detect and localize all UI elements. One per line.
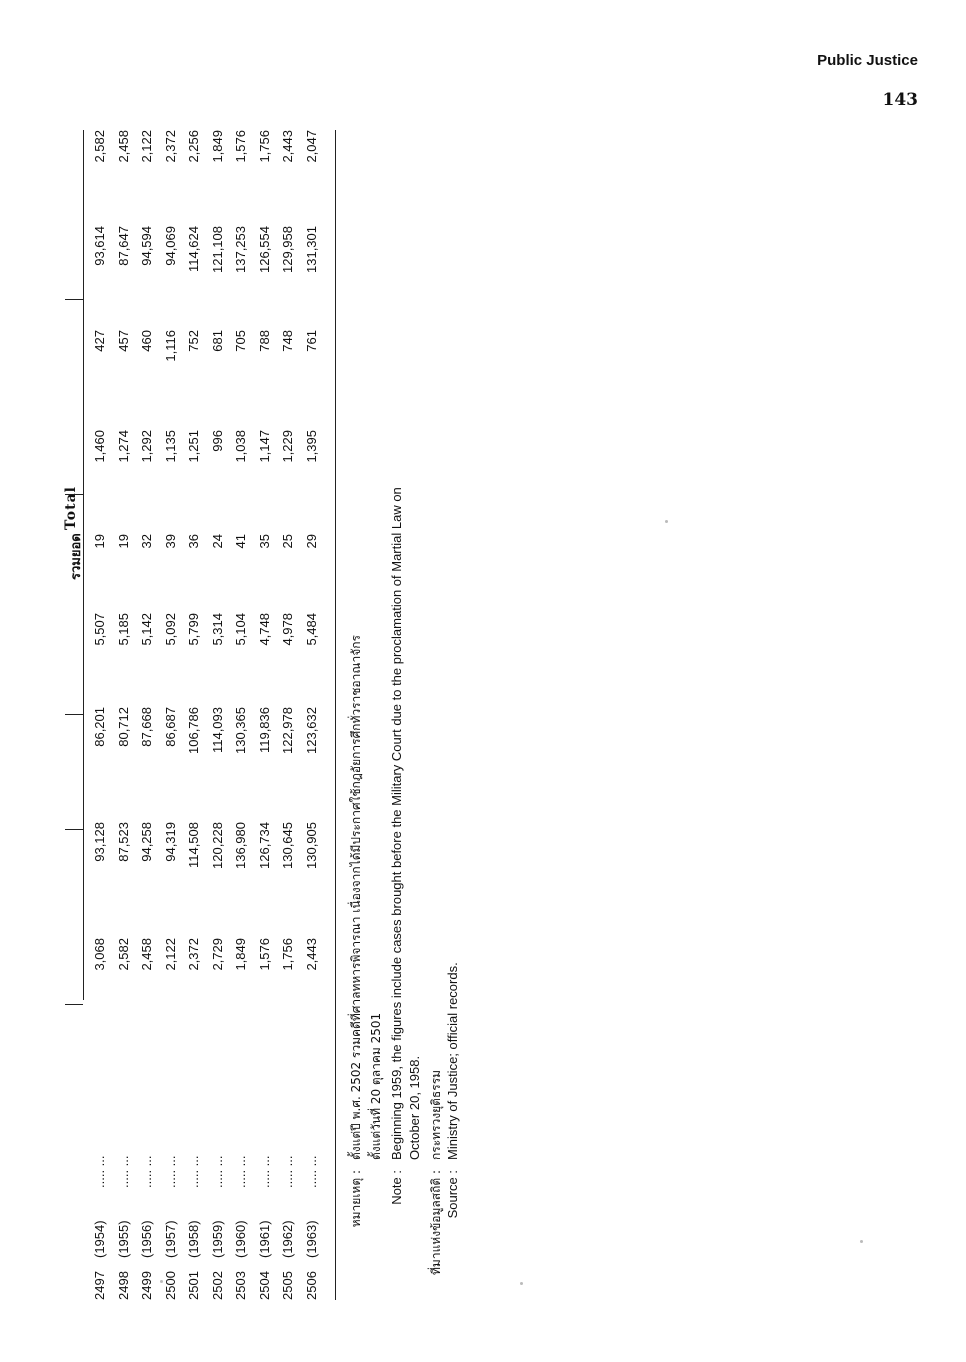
table-row: [186, 130, 208, 1300]
remark-label: หมายเหตุ :: [349, 1170, 363, 1228]
cell-c6: 1,460: [92, 430, 107, 463]
table-row: [139, 130, 161, 1300]
cell-c3: 130,365: [233, 707, 248, 754]
group-rule-e: [65, 299, 83, 300]
cell-c2: 93,128: [92, 822, 107, 862]
cell-ce: (1960): [233, 1220, 248, 1258]
cell-c4: 5,507: [92, 613, 107, 646]
cell-c3: 122,978: [280, 707, 295, 754]
group-rule-c: [65, 714, 83, 715]
cell-c9: 1,576: [233, 130, 248, 163]
cell-dots: ..... ...: [256, 1155, 272, 1188]
cell-be: 2497: [92, 1271, 107, 1300]
cell-ce: (1963): [303, 1220, 319, 1258]
header-thai-total: รวมยอด: [69, 533, 84, 580]
source-label: Source :: [445, 1170, 460, 1219]
cell-c4: 5,104: [233, 613, 248, 646]
cell-ce: (1962): [280, 1220, 295, 1258]
cell-c6: 1,147: [256, 430, 272, 463]
cell-c5: 29: [303, 534, 319, 549]
cell-c8: 114,624: [186, 226, 201, 273]
cell-dots: ..... ...: [233, 1155, 248, 1188]
note-line-2: October 20, 1958.: [407, 1055, 422, 1160]
cell-c9: 1,849: [209, 130, 225, 163]
note-label: Note :: [389, 1170, 404, 1205]
cell-c2: 114,508: [186, 822, 201, 869]
cell-c1: 2,372: [186, 938, 201, 971]
cell-ce: (1955): [115, 1220, 131, 1258]
cell-c7: 761: [303, 330, 319, 352]
cell-c7: 748: [280, 330, 295, 352]
cell-c8: 131,301: [303, 226, 319, 273]
cell-c6: 996: [209, 430, 225, 452]
group-rule-a: [65, 1004, 83, 1005]
cell-c8: 129,958: [280, 226, 295, 273]
cell-c8: 94,069: [162, 226, 178, 266]
cell-c5: 41: [233, 534, 248, 549]
cell-c7: 705: [233, 330, 248, 352]
scan-speck: [665, 520, 668, 523]
cell-c6: 1,251: [186, 430, 201, 463]
cell-c5: 19: [115, 534, 131, 549]
group-rule-d: [65, 494, 83, 495]
cell-c6: 1,038: [233, 430, 248, 463]
cell-be: 2503: [233, 1271, 248, 1300]
cell-c5: 19: [92, 534, 107, 549]
cell-c2: 94,319: [162, 822, 178, 862]
cell-be: 2505: [280, 1271, 295, 1300]
cell-c5: 24: [209, 534, 225, 549]
cell-c3: 114,093: [209, 707, 225, 754]
table-row: [233, 130, 255, 1300]
cell-c7: 1,116: [162, 330, 178, 362]
cell-be: 2506: [303, 1271, 319, 1300]
cell-c3: 80,712: [115, 707, 131, 747]
cell-dots: ..... ...: [92, 1155, 107, 1188]
cell-c4: 5,799: [186, 613, 201, 646]
cell-be: 2502: [209, 1271, 225, 1300]
notes-block: [345, 130, 465, 1300]
scan-speck: [160, 1280, 163, 1283]
table-bottom-rule: [335, 130, 336, 1300]
source-thai-label: ที่มาแห่งข้อมูลสถิติ :: [429, 1170, 443, 1275]
cell-c9: 2,582: [92, 130, 107, 163]
cell-c8: 87,647: [115, 226, 131, 266]
cell-c6: 1,395: [303, 430, 319, 463]
cell-c2: 130,645: [280, 822, 295, 869]
cell-c7: 460: [139, 330, 154, 352]
cell-c9: 2,458: [115, 130, 131, 163]
cell-c5: 35: [256, 534, 272, 549]
cell-c3: 123,632: [303, 707, 319, 754]
cell-c6: 1,135: [162, 430, 178, 463]
cell-c2: 136,980: [233, 822, 248, 869]
table-row: [163, 130, 185, 1300]
cell-c4: 5,142: [139, 613, 154, 646]
cell-c3: 119,836: [256, 707, 272, 754]
table-row: [304, 130, 326, 1300]
cell-c8: 137,253: [233, 226, 248, 273]
cell-c7: 427: [92, 330, 107, 352]
cell-c6: 1,274: [115, 430, 131, 463]
cell-c9: 2,256: [186, 130, 201, 163]
cell-c5: 39: [162, 534, 178, 549]
cell-c1: 2,458: [139, 938, 154, 971]
scan-speck: [860, 1240, 863, 1243]
cell-c1: 2,122: [162, 938, 178, 971]
cell-c7: 681: [209, 330, 225, 352]
cell-c6: 1,292: [139, 430, 154, 463]
cell-c4: 5,185: [115, 613, 131, 646]
cell-c6: 1,229: [280, 430, 295, 463]
cell-c5: 36: [186, 534, 201, 549]
cell-c3: 106,786: [186, 707, 201, 754]
cell-c2: 94,258: [139, 822, 154, 862]
cell-ce: (1958): [186, 1220, 201, 1258]
cell-c2: 87,523: [115, 822, 131, 862]
cell-c5: 25: [280, 534, 295, 549]
cell-c4: 5,484: [303, 613, 319, 646]
cell-c8: 121,108: [209, 226, 225, 273]
cell-dots: ..... ...: [162, 1155, 178, 1188]
table-row: [257, 130, 279, 1300]
cell-c3: 87,668: [139, 707, 154, 747]
cell-c1: 2,729: [209, 938, 225, 971]
cell-ce: (1957): [162, 1220, 178, 1258]
cell-c2: 130,905: [303, 822, 319, 869]
cell-dots: ..... ...: [115, 1155, 131, 1188]
cell-c5: 32: [139, 534, 154, 549]
cell-be: 2504: [256, 1271, 272, 1300]
cell-dots: ..... ...: [209, 1155, 225, 1188]
cell-c4: 4,978: [280, 613, 295, 646]
cell-be: 2500: [162, 1271, 178, 1300]
cell-c7: 457: [115, 330, 131, 352]
cell-c1: 1,849: [233, 938, 248, 971]
cell-c1: 2,582: [115, 938, 131, 971]
remark-line-1: ตั้งแต่ปี พ.ศ. 2502 รวมคดีที่ศาลทหารพิจารณา เนื่องจากได้มีประกาศใช้กฎอัยการศึกทั่วราชอาณาจักร: [349, 635, 363, 1160]
cell-c1: 1,756: [280, 938, 295, 971]
running-head: Public Justice: [817, 52, 918, 69]
cell-dots: ..... ...: [303, 1155, 319, 1188]
cell-c2: 126,734: [256, 822, 272, 869]
cell-c1: 2,443: [303, 938, 319, 971]
cell-c9: 2,047: [303, 130, 319, 163]
table-row: [280, 130, 302, 1300]
source-thai: กระทรวงยุติธรรม: [429, 1069, 443, 1160]
cell-c9: 2,372: [162, 130, 178, 163]
remark-line-2: ตั้งแต่วันที่ 20 ตุลาคม 2501: [369, 1012, 383, 1160]
group-rule-b: [65, 829, 83, 830]
cell-ce: (1961): [256, 1220, 272, 1258]
cell-c2: 120,228: [209, 822, 225, 869]
cell-c4: 5,092: [162, 613, 178, 646]
cell-c9: 2,443: [280, 130, 295, 163]
cell-dots: ..... ...: [186, 1155, 201, 1188]
cell-dots: ..... ...: [280, 1155, 295, 1188]
cell-dots: ..... ...: [139, 1155, 154, 1188]
page-number: 143: [882, 90, 918, 110]
source-text: Ministry of Justice; official records.: [445, 962, 460, 1160]
cell-c1: 1,576: [256, 938, 272, 971]
cell-c8: 94,594: [139, 226, 154, 266]
table-row: [116, 130, 138, 1300]
table-row: [92, 130, 114, 1300]
cell-ce: (1959): [209, 1220, 225, 1258]
cell-ce: (1956): [139, 1220, 154, 1258]
cell-c4: 4,748: [256, 613, 272, 646]
note-line-1: Beginning 1959, the figures include cases brought before the Military Court due to the proclamation of Martial Law on: [389, 487, 404, 1160]
scan-speck: [520, 1282, 523, 1285]
cell-c8: 126,554: [256, 226, 272, 273]
cell-c9: 2,122: [139, 130, 154, 163]
cell-c3: 86,201: [92, 707, 107, 747]
cell-c7: 788: [256, 330, 272, 352]
cell-ce: (1954): [92, 1220, 107, 1258]
table-row: [210, 130, 232, 1300]
cell-c8: 93,614: [92, 226, 107, 266]
cell-c3: 86,687: [162, 707, 178, 747]
cell-c9: 1,756: [256, 130, 272, 163]
cell-c7: 752: [186, 330, 201, 352]
cell-be: 2499: [139, 1271, 154, 1300]
cell-be: 2498: [115, 1271, 131, 1300]
cell-c4: 5,314: [209, 613, 225, 646]
rotated-table-block: [63, 130, 460, 1300]
header-total: Total: [63, 485, 79, 530]
cell-be: 2501: [186, 1271, 201, 1300]
cell-c1: 3,068: [92, 938, 107, 971]
